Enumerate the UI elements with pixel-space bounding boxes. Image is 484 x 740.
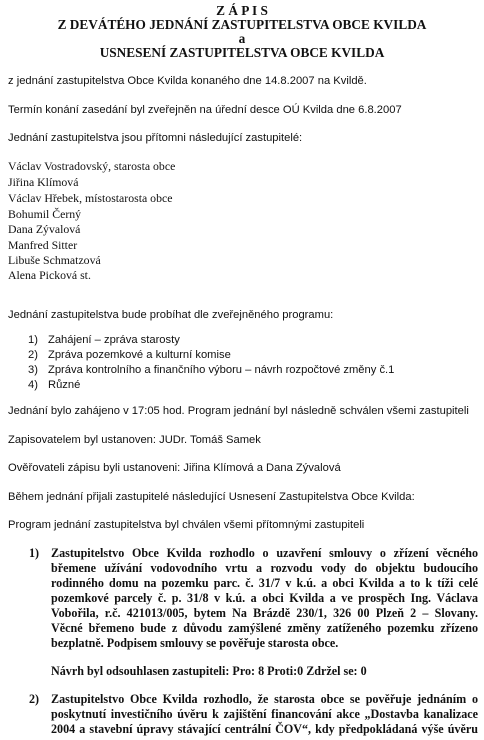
member-item: Alena Picková st. <box>8 268 91 282</box>
resolution-line: Zastupitelstvo Obce Kvilda rozhodlo o uzavření smlouvy o zřízení věcného <box>51 546 478 560</box>
member-item: Jiřina Klímová <box>8 175 79 189</box>
program-item: Různé <box>48 379 81 391</box>
member-item: Václav Vostradovský, starosta obce <box>8 159 176 173</box>
resolution-line: Věcné břemeno bude z důvodu zamýšlené změny zatíženého pozemku zřízeno <box>51 621 478 635</box>
publication-info: Termín konání zasedání byl zveřejněn na úřední desce OÚ Kvilda dne 6.8.2007 <box>8 104 402 116</box>
member-item: Libuše Schmatzová <box>8 253 101 267</box>
program-item-number: 2) <box>28 349 38 361</box>
recorder-info: Zapisovatelem byl ustanoven: JUDr. Tomáš Samek <box>8 434 261 446</box>
resolution-number: 1) <box>29 546 40 560</box>
document-subtitle: Z DEVÁTÉHO JEDNÁNÍ ZASTUPITELSTVA OBCE KVILDA <box>57 17 427 32</box>
meeting-info: z jednání zastupitelstva Obce Kvilda konaného dne 14.8.2007 na Kvildě. <box>8 75 367 87</box>
resolutions-intro: Během jednání přijali zastupitelé následující Usnesení Zastupitelstva Obce Kvilda: <box>8 491 415 503</box>
resolution-line: Zastupitelstvo Obce Kvilda rozhodlo, že starosta obce se pověřuje jednáním o <box>51 692 478 706</box>
program-item: Zpráva kontrolního a finančního výboru – návrh rozpočtové změny č.1 <box>48 364 395 376</box>
attendance-intro: Jednání zastupitelstva jsou přítomni následující zastupitelé: <box>8 132 303 144</box>
program-intro: Jednání zastupitelstva bude probíhat dle zveřejněného programu: <box>8 309 334 321</box>
meeting-start: Jednání bylo zahájeno v 17:05 hod. Program jednání byl následně schválen všemi zastupiteli <box>8 405 469 417</box>
member-item: Dana Zývalová <box>8 222 81 236</box>
verifiers-info: Ověřovateli zápisu byli ustanoveni: Jiřina Klímová a Dana Zývalová <box>8 462 341 474</box>
resolution-line: břemene užívání vodovodního vrtu a rozvodu vody do objektu budoucího <box>51 561 478 575</box>
document-subtitle-resolutions: USNESENÍ ZASTUPITELSTVA OBCE KVILDA <box>99 45 385 60</box>
member-item: Bohumil Černý <box>8 207 82 221</box>
resolution-line: rodinného domu na pozemku parc. č. 31/7 v k.ú. a obci Kvilda a to k tíži celé <box>51 576 478 590</box>
member-item: Václav Hřebek, místostarosta obce <box>8 191 173 205</box>
resolution-number: 2) <box>29 692 40 706</box>
program-item-number: 4) <box>28 379 38 391</box>
resolution-line: poskytnutí investičního úvěru k zajištění financování akce „Dostavba kanalizace <box>51 707 478 721</box>
program-item: Zpráva pozemkové a kulturní komise <box>48 349 231 361</box>
document-title: Z Á P I S <box>216 3 268 18</box>
resolution-line: 2004 a stavební úpravy stávající centrální ČOV“, kdy předpokládaná výše úvěru <box>51 722 478 736</box>
program-item-number: 1) <box>28 334 38 346</box>
document-title-conjunction: a <box>238 31 246 46</box>
program-item: Zahájení – zpráva starosty <box>48 334 180 346</box>
program-item-number: 3) <box>28 364 38 376</box>
resolution-vote: Návrh byl odsouhlasen zastupiteli: Pro: 8 Proti:0 Zdržel se: 0 <box>51 664 367 678</box>
resolution-line: pozemkové parcely č. p. 31/8 v k.ú. a obci Kvilda a ve prospěch Ing. Václava <box>51 591 478 605</box>
resolution-line: bezplatně. Podpisem smlouvy se pověřuje starosta obce. <box>51 636 339 650</box>
program-approved: Program jednání zastupitelstva byl chválen všemi přítomnými zastupiteli <box>8 519 365 531</box>
member-item: Manfred Sitter <box>8 238 78 252</box>
resolution-line: Vobořila, r.č. 421013/005, bytem Na Brázdě 230/1, 326 00 Plzeň 2 – Slovany. <box>51 606 478 620</box>
